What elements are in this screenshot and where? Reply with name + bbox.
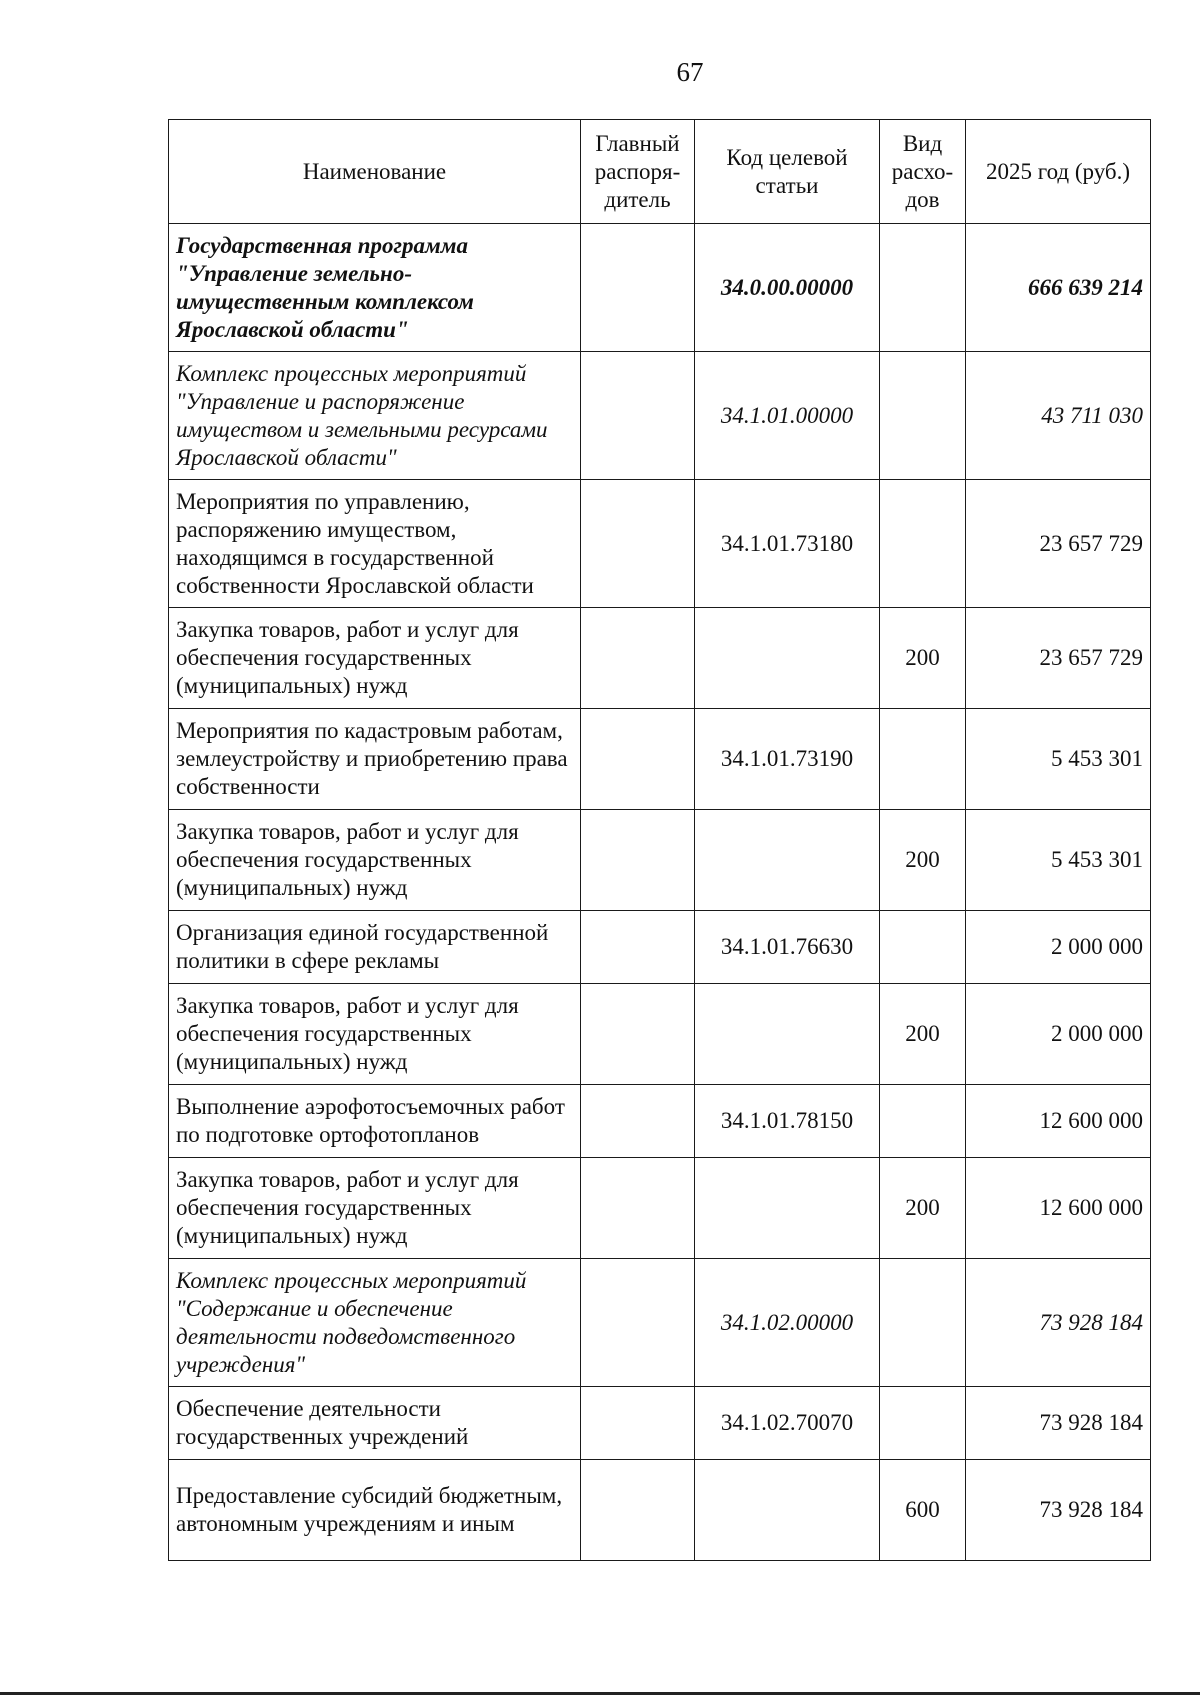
row-amount: 43 711 030 [966,352,1151,480]
row-disposer [581,224,695,352]
row-expense-type [880,224,966,352]
row-expense-type [880,352,966,480]
row-code: 34.1.01.78150 [695,1085,880,1158]
row-amount: 23 657 729 [966,480,1151,608]
row-disposer [581,709,695,810]
row-name: Комплекс процессных мероприятий "Управление и распоряжение имуществом и земельными ресурсами Ярославской области" [169,352,581,480]
row-code [695,1460,880,1561]
row-name: Закупка товаров, работ и услуг для обеспечения государственных (муниципальных) нужд [169,810,581,911]
table-row [169,608,1151,709]
row-expense-type: 600 [880,1460,966,1561]
row-name: Мероприятия по управлению, распоряжению имуществом, находящимся в государственной собственности Ярославской области [169,480,581,608]
page-number: 67 [676,57,704,87]
table-row [169,709,1151,810]
row-disposer [581,608,695,709]
row-code: 34.1.01.73180 [695,480,880,608]
row-code: 34.1.01.73190 [695,709,880,810]
table-row [169,1259,1151,1387]
row-name: Комплекс процессных мероприятий "Содержание и обеспечение деятельности подведомственного учреждения" [169,1259,581,1387]
row-expense-type: 200 [880,608,966,709]
row-expense-type [880,1259,966,1387]
row-disposer [581,1387,695,1460]
row-disposer [581,810,695,911]
row-amount: 2 000 000 [966,911,1151,984]
table-row [169,480,1151,608]
row-expense-type [880,911,966,984]
row-amount: 2 000 000 [966,984,1151,1085]
row-amount: 666 639 214 [966,224,1151,352]
header-expense-type: Вид расхо-дов [880,120,966,224]
row-disposer [581,1085,695,1158]
row-amount: 23 657 729 [966,608,1151,709]
row-amount: 73 928 184 [966,1259,1151,1387]
budget-table [168,119,1151,1561]
row-name: Мероприятия по кадастровым работам, землеустройству и приобретению права собственности [169,709,581,810]
header-amount: 2025 год (руб.) [966,120,1151,224]
row-expense-type: 200 [880,810,966,911]
row-amount: 12 600 000 [966,1158,1151,1259]
table-row [169,1158,1151,1259]
page-bottom-rule [0,1692,1200,1695]
table-row [169,810,1151,911]
table-row [169,1387,1151,1460]
row-disposer [581,352,695,480]
row-disposer [581,1460,695,1561]
row-expense-type [880,480,966,608]
row-name: Организация единой государственной политики в сфере рекламы [169,911,581,984]
row-disposer [581,480,695,608]
table-row [169,1460,1151,1561]
row-disposer [581,1158,695,1259]
row-expense-type: 200 [880,984,966,1085]
header-name: Наименование [169,120,581,224]
row-name: Закупка товаров, работ и услуг для обеспечения государственных (муниципальных) нужд [169,1158,581,1259]
table-row [169,1085,1151,1158]
row-code: 34.1.01.76630 [695,911,880,984]
row-amount: 5 453 301 [966,709,1151,810]
row-expense-type [880,709,966,810]
table-header-row [169,120,1151,224]
row-code [695,608,880,709]
row-code: 34.0.00.00000 [695,224,880,352]
header-code: Код целевой статьи [695,120,880,224]
row-code [695,984,880,1085]
row-amount: 12 600 000 [966,1085,1151,1158]
row-name: Предоставление субсидий бюджетным, автономным учреждениям и иным [169,1460,581,1561]
table-row [169,984,1151,1085]
row-disposer [581,984,695,1085]
row-expense-type [880,1387,966,1460]
row-code: 34.1.01.00000 [695,352,880,480]
row-amount: 73 928 184 [966,1460,1151,1561]
row-code: 34.1.02.00000 [695,1259,880,1387]
row-code: 34.1.02.70070 [695,1387,880,1460]
table-row [169,911,1151,984]
row-name: Закупка товаров, работ и услуг для обеспечения государственных (муниципальных) нужд [169,608,581,709]
row-amount: 5 453 301 [966,810,1151,911]
table-row [169,352,1151,480]
row-expense-type [880,1085,966,1158]
row-disposer [581,911,695,984]
row-disposer [581,1259,695,1387]
row-code [695,1158,880,1259]
header-disposer: Главный распоря-дитель [581,120,695,224]
row-name: Выполнение аэрофотосъемочных работ по подготовке ортофотопланов [169,1085,581,1158]
row-name: Закупка товаров, работ и услуг для обеспечения государственных (муниципальных) нужд [169,984,581,1085]
row-name: Обеспечение деятельности государственных учреждений [169,1387,581,1460]
row-code [695,810,880,911]
row-expense-type: 200 [880,1158,966,1259]
row-amount: 73 928 184 [966,1387,1151,1460]
table-row [169,224,1151,352]
row-name: Государственная программа "Управление земельно-имущественным комплексом Ярославской области" [169,224,581,352]
